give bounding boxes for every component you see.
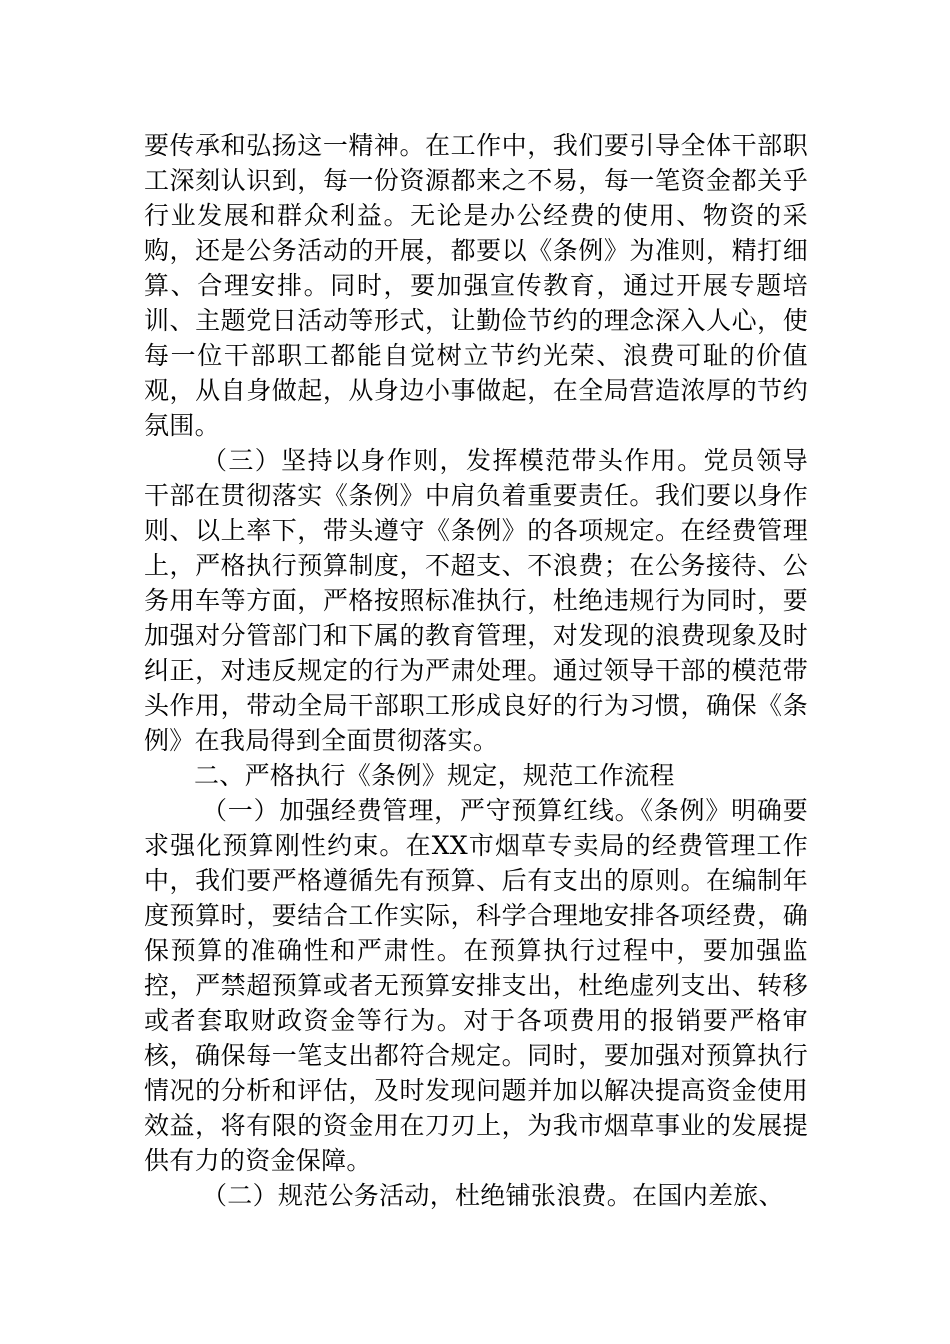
paragraph-2: （三）坚持以身作则，发挥模范带头作用。党员领导干部在贯彻落实《条例》中肩负着重要责任。我们要以身作则、以上率下，带头遵守《条例》的各项规定。在经费管理上，严格执行预算制度，不超支、不浪费；在公务接待、公务用车等方面，严格按照标准执行，杜绝违规行为同时，要加强对分管部门和下属的教育管理，对发现的浪费现象及时纠正，对违反规定的行为严肃处理。通过领导干部的模范带头作用，带动全局干部职工形成良好的行为习惯，确保《条例》在我局得到全面贯彻落实。 [144,446,808,755]
paragraph-1: 要传承和弘扬这一精神。在工作中，我们要引导全体干部职工深刻认识到，每一份资源都来之不易，每一笔资金都关乎行业发展和群众利益。无论是办公经费的使用、物资的采购，还是公务活动的开展，都要以《条例》为准则，精打细算、合理安排。同时，要加强宣传教育，通过开展专题培训、主题党日活动等形式，让勤俭节约的理念深入人心，使每一位干部职工都能自觉树立节约光荣、浪费可耻的价值观，从自身做起，从身边小事做起，在全局营造浓厚的节约氛围。 [144,131,808,440]
paragraph-4: （二）规范公务活动，杜绝铺张浪费。在国内差旅、 [202,1181,784,1210]
section-heading: 二、严格执行《条例》规定，规范工作流程 [194,761,675,790]
document-body [144,128,808,1213]
paragraph-3: （一）加强经费管理，严守预算红线。《条例》明确要求强化预算刚性约束。在XX市烟草专卖局的经费管理工作中，我们要严格遵循先有预算、后有支出的原则。在编制年度预算时，要结合工作实际，科学合理地安排各项经费，确保预算的准确性和严肃性。在预算执行过程中，要加强监控，严禁超预算或者无预算安排支出，杜绝虚列支出、转移或者套取财政资金等行为。对于各项费用的报销要严格审核，确保每一笔支出都符合规定。同时，要加强对预算执行情况的分析和评估，及时发现问题并加以解决提高资金使用效益，将有限的资金用在刀刃上，为我市烟草事业的发展提供有力的资金保障。 [144,796,808,1175]
